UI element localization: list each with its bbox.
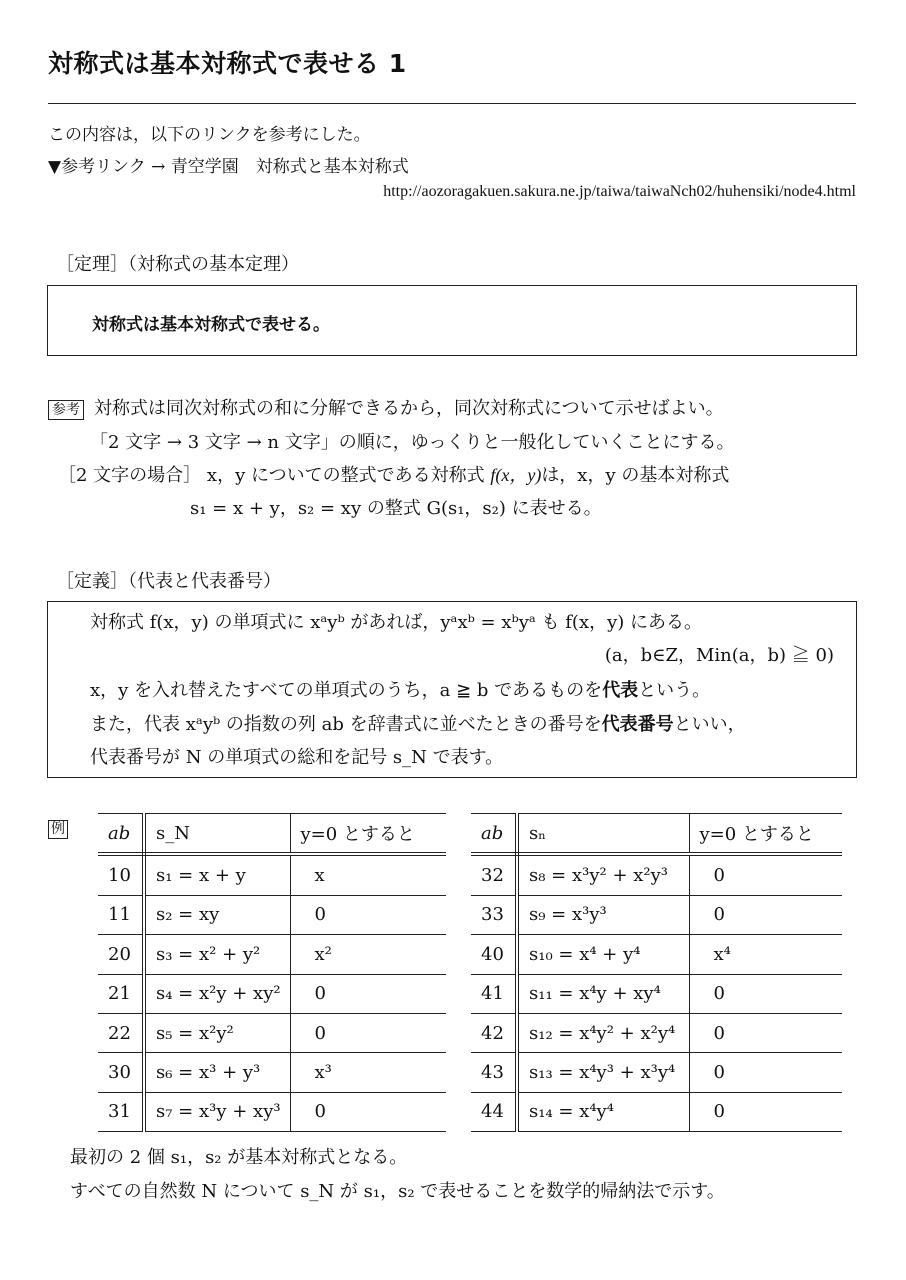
table-cell: 33 [471,895,517,934]
term-representative-number: 代表番号 [601,714,674,735]
case-label: ［2 文字の場合］ [58,465,202,486]
column-header: y=0 とすると [689,814,842,855]
table-cell: 0 [290,1013,446,1052]
table-row [471,1013,842,1052]
table-cell: 21 [98,974,144,1013]
table-cell: s₅ = x²y² [144,1013,290,1052]
table-row [471,1092,842,1131]
remark-line-2: 「2 文字 → 3 文字 → n 文字」の順に，ゆっくりと一般化していくことにする。 [90,432,735,453]
intro-text: この内容は，以下のリンクを参考にした。 [48,125,371,145]
table-cell: x [290,854,446,895]
table-cell: x² [290,935,446,974]
table-cell: s₁₁ = x⁴y + xy⁴ [517,974,689,1013]
table-cell: 0 [689,1053,842,1092]
table-row [471,895,842,934]
table-cell: 44 [471,1092,517,1131]
table-cell: s₇ = x³y + xy³ [144,1092,290,1131]
table-cell: 0 [689,1013,842,1052]
case-text-a: x，y についての整式である対称式 [206,465,485,486]
table-cell: s₄ = x²y + xy² [144,974,290,1013]
column-header: sₙ [517,814,689,855]
reference-link-label[interactable]: ▼参考リンク → 青空学園 対称式と基本対称式 [48,157,409,177]
table-cell: 32 [471,854,517,895]
remark-line-4: s₁ = x + y，s₂ = xy の整式 G(s₁，s₂) に表せる。 [190,498,602,519]
definition-text-3a: x，y を入れ替えたすべての単項式のうち，a ≧ b であるものを [90,680,603,701]
table-row [98,935,446,974]
conclusion-line-1: 最初の 2 個 s₁，s₂ が基本対称式となる。 [70,1147,408,1168]
table-cell: 10 [98,854,144,895]
table-cell: s₉ = x³y³ [517,895,689,934]
table-header-row [471,814,842,855]
theorem-heading: ［定理］（対称式の基本定理） [56,254,299,275]
column-header: ab [471,814,517,855]
table-cell: 0 [689,974,842,1013]
table-cell: x⁴ [689,935,842,974]
table-cell: 20 [98,935,144,974]
remark-line-1 [48,394,724,420]
example-label [48,818,68,839]
table-cell: 0 [290,895,446,934]
example-table-right [471,813,842,1132]
table-cell: s₁₂ = x⁴y² + x²y⁴ [517,1013,689,1052]
table-header-row [98,814,446,855]
reference-url[interactable]: http://aozoragakuen.sakura.ne.jp/taiwa/taiwaNch02/huhensiki/node4.html [383,183,856,200]
table-cell: 0 [689,895,842,934]
column-header: ab [98,814,144,855]
table-row [98,854,446,895]
table-row [471,1053,842,1092]
table-cell: 30 [98,1053,144,1092]
table-row [471,974,842,1013]
theorem-box [47,285,857,356]
table-cell: 0 [290,1092,446,1131]
remark-text-1: 対称式は同次対称式の和に分解できるから，同次対称式について示せばよい。 [94,398,724,419]
table-cell: s₆ = x³ + y³ [144,1053,290,1092]
definition-heading: ［定義］（代表と代表番号） [56,571,281,592]
definition-text-3b: という。 [638,680,711,701]
definition-line-3 [90,676,710,702]
table-row [98,1092,446,1131]
table-cell: 40 [471,935,517,974]
table-cell: s₁ = x + y [144,854,290,895]
table-row [471,854,842,895]
case-text-b: は，x，y の基本対称式 [541,465,730,486]
table-cell: s₃ = x² + y² [144,935,290,974]
remark-line-3 [58,461,729,487]
theorem-statement: 対称式は基本対称式で表せる。 [92,315,330,335]
table-row [98,895,446,934]
table-cell: 0 [689,854,842,895]
table-cell: 0 [290,974,446,1013]
table-cell: 0 [689,1092,842,1131]
column-header: y=0 とすると [290,814,446,855]
table-cell: 42 [471,1013,517,1052]
table-row [98,1013,446,1052]
example-table-left [98,813,446,1132]
conclusion-line-2: すべての自然数 N について s_N が s₁，s₂ で表せることを数学的帰納法で示す。 [70,1181,725,1202]
page-title: 対称式は基本対称式で表せる 1 [48,49,407,78]
table-cell: s₈ = x³y² + x²y³ [517,854,689,895]
column-header: s_N [144,814,290,855]
title-divider [48,103,856,104]
table-cell: 41 [471,974,517,1013]
table-row [471,935,842,974]
table-row [98,1053,446,1092]
table-cell: 11 [98,895,144,934]
definition-line-4 [90,710,746,736]
definition-line-1: 対称式 f(x，y) の単項式に xᵃyᵇ があれば，yᵃxᵇ = xᵇyᵃ も f(x，y) にある。 [90,612,703,633]
remark-tag: 参考 [48,400,84,420]
definition-box [47,601,857,778]
example-tag: 例 [48,820,68,839]
table-cell: s₁₄ = x⁴y⁴ [517,1092,689,1131]
definition-text-4b: といい， [673,714,746,735]
table-cell: s₁₀ = x⁴ + y⁴ [517,935,689,974]
definition-text-4a: また，代表 xᵃyᵇ の指数の列 ab を辞書式に並べたときの番号を [90,714,602,735]
table-cell: 43 [471,1053,517,1092]
table-cell: 31 [98,1092,144,1131]
definition-line-2: (a，b∈Z，Min(a，b) ≧ 0) [604,645,834,666]
case-function: f(x，y) [490,465,542,485]
table-cell: s₂ = xy [144,895,290,934]
table-cell: x³ [290,1053,446,1092]
table-cell: 22 [98,1013,144,1052]
definition-line-5: 代表番号が N の単項式の総和を記号 s_N で表す。 [90,747,504,768]
table-cell: s₁₃ = x⁴y³ + x³y⁴ [517,1053,689,1092]
term-representative: 代表 [602,680,639,701]
table-row [98,974,446,1013]
